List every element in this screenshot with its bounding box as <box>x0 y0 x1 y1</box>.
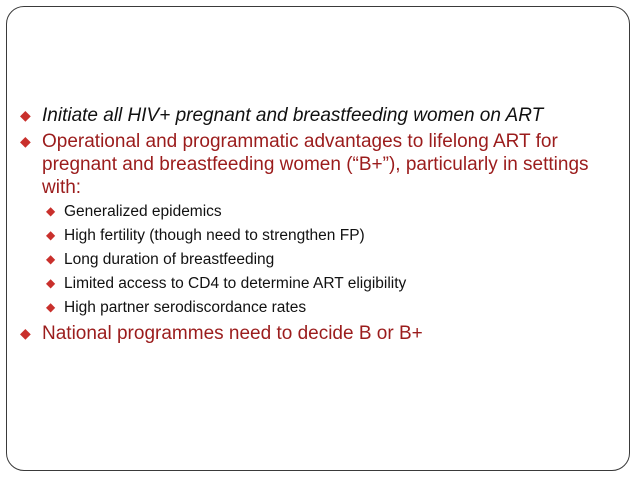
diamond-bullet-icon: ◆ <box>46 276 56 290</box>
bullet-item-advantages <box>20 130 620 317</box>
bullet-item-national-programmes <box>20 322 620 345</box>
sub-bullet-item <box>46 226 620 245</box>
sub-bullet-item <box>46 274 620 293</box>
diamond-bullet-icon: ◆ <box>46 252 56 266</box>
diamond-bullet-icon: ◆ <box>20 107 31 123</box>
diamond-bullet-icon: ◆ <box>20 325 31 341</box>
sub-bullet-item <box>46 298 620 317</box>
diamond-bullet-icon: ◆ <box>46 228 56 242</box>
sub-bullet-text: Long duration of breastfeeding <box>64 251 275 268</box>
sub-bullet-item <box>46 250 620 269</box>
sub-bullet-list <box>46 202 620 317</box>
sub-bullet-text: High partner serodiscordance rates <box>64 299 307 316</box>
bullet-text: Operational and programmatic advantages to lifelong ART for pregnant and breastfeeding women (“B+”), particularly in settings with: <box>42 131 589 198</box>
bullet-list <box>20 104 620 348</box>
sub-bullet-text: Limited access to CD4 to determine ART eligibility <box>64 275 407 292</box>
diamond-bullet-icon: ◆ <box>20 133 31 149</box>
diamond-bullet-icon: ◆ <box>46 204 56 218</box>
diamond-bullet-icon: ◆ <box>46 300 56 314</box>
bullet-text: National programmes need to decide B or B+ <box>42 323 423 344</box>
sub-bullet-item <box>46 202 620 221</box>
sub-bullet-text: Generalized epidemics <box>64 203 222 220</box>
sub-bullet-text: High fertility (though need to strengthen FP) <box>64 227 365 244</box>
bullet-text: Initiate all HIV+ pregnant and breastfeeding women on ART <box>42 105 544 126</box>
bullet-item-initiate-art <box>20 104 620 127</box>
